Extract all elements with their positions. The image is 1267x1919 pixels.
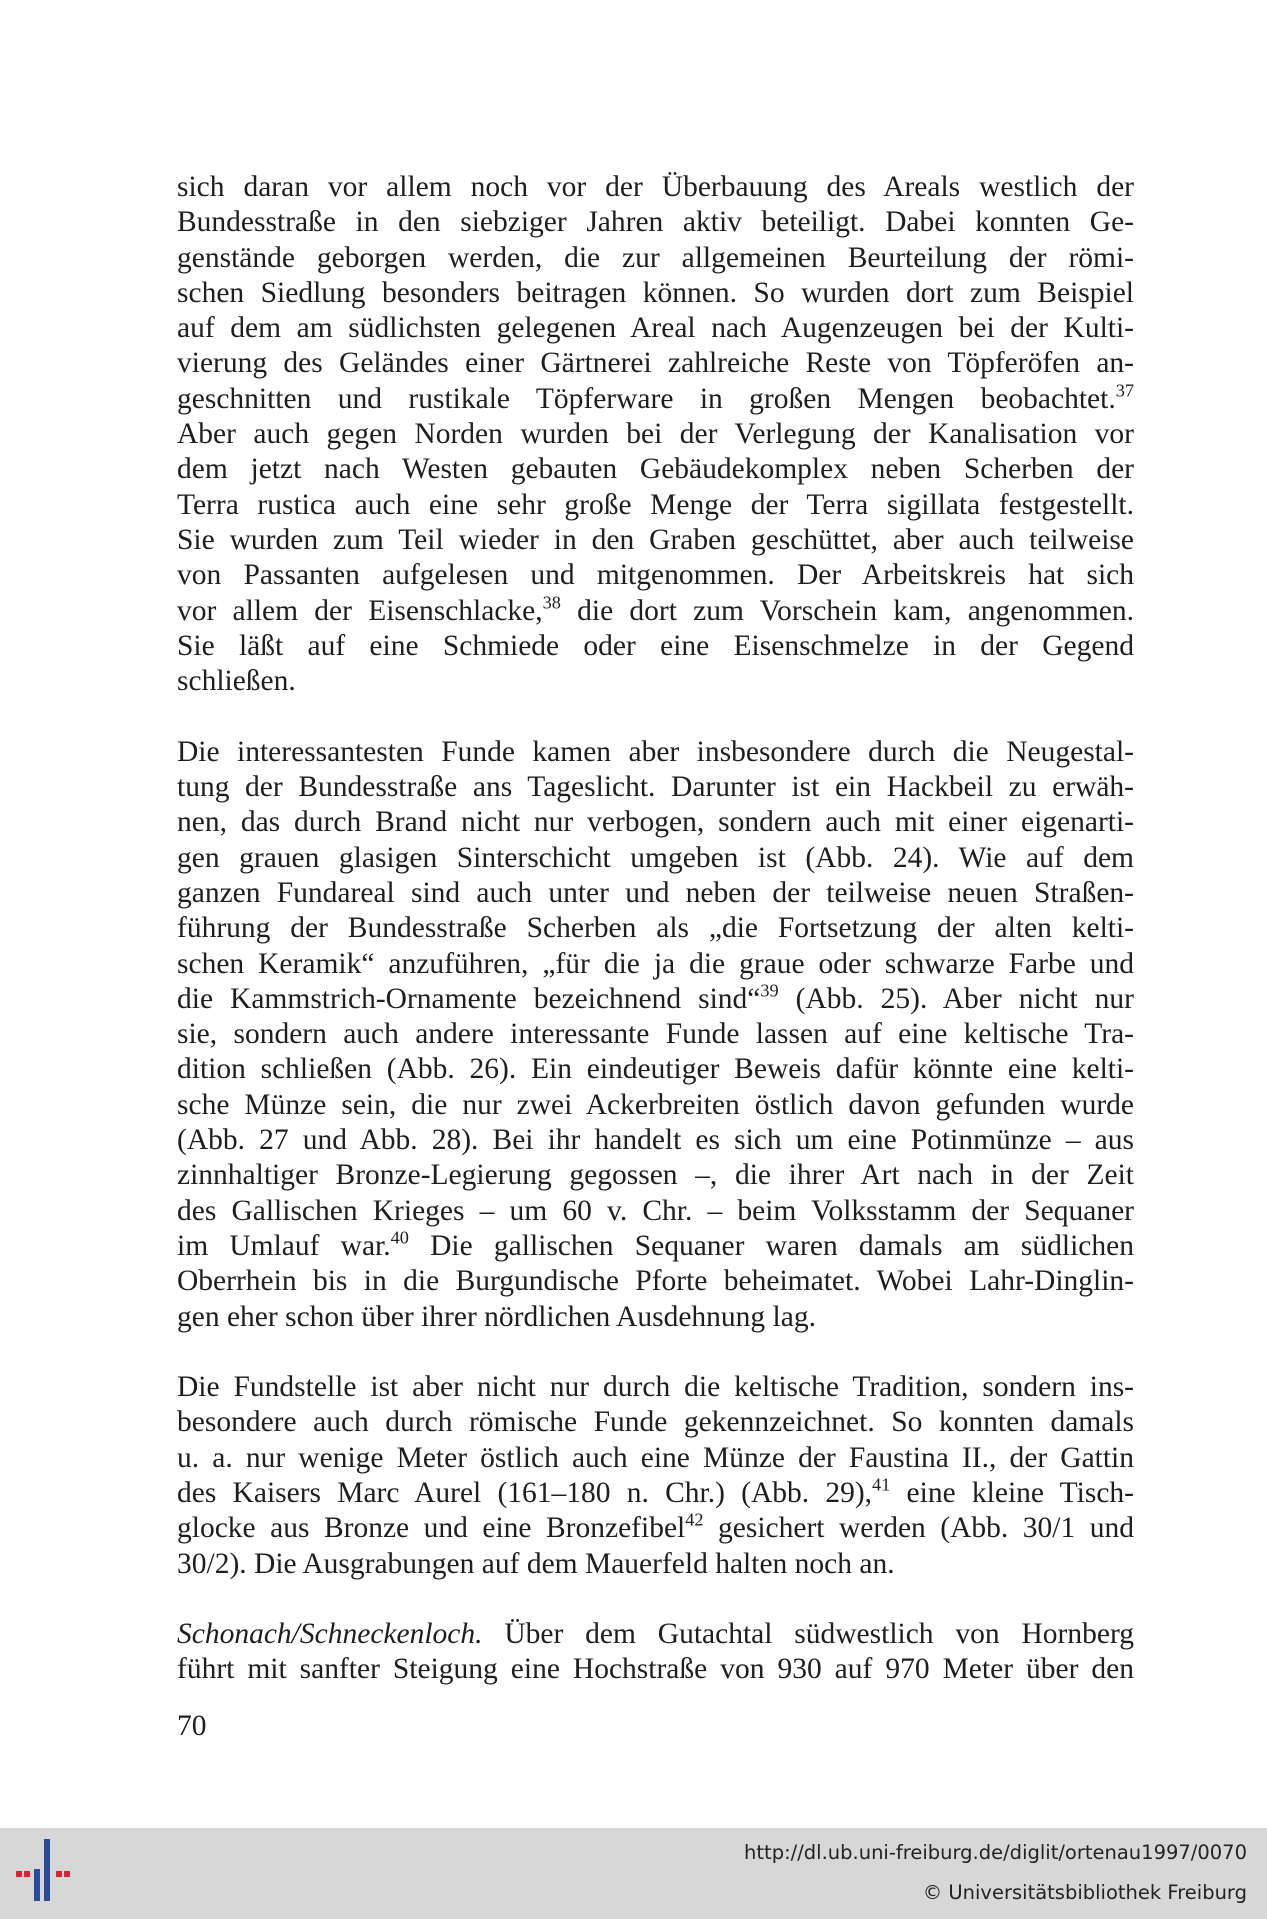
text-line: gen grauen glasigen Sinterschicht umgeben ist (Abb. 24). Wie auf dem <box>177 841 1134 874</box>
text-line: glocke aus Bronze und eine Bronzefibel$^{42}$ gesichert werden (Abb. 30/1 und <box>177 1509 1134 1545</box>
text-line: tung der Bundesstraße ans Tageslicht. Darunter ist ein Hackbeil zu erwäh- <box>177 771 1134 804</box>
text-line: dition schließen (Abb. 26). Ein eindeutiger Beweis dafür könnte eine kelti- <box>177 1053 1134 1086</box>
text-line: u. a. nur wenige Meter östlich auch eine Münze der Faustina II., der Gattin <box>177 1441 1134 1474</box>
text-line: des Gallischen Krieges – um 60 v. Chr. – beim Volksstamm der Sequaner <box>177 1194 1134 1227</box>
text-line: sche Münze sein, die nur zwei Ackerbreiten östlich davon gefunden wurde <box>177 1088 1134 1121</box>
text-line: nen, das durch Brand nicht nur verbogen, sondern auch mit einer eigenarti- <box>177 806 1134 839</box>
footnote-ref: 39 <box>760 980 779 1001</box>
text-line: Sie läßt auf eine Schmiede oder eine Eisenschmelze in der Gegend <box>177 629 1134 662</box>
text-line: 30/2). Die Ausgrabungen auf dem Mauerfeld halten noch an. <box>177 1547 895 1580</box>
footnote-ref: 41 <box>872 1474 891 1495</box>
text-line: schließen. <box>177 665 296 698</box>
text-line: Oberrhein bis in die Burgundische Pforte beheimatet. Wobei Lahr-Dinglin- <box>177 1265 1134 1298</box>
text-line: des Kaisers Marc Aurel (161–180 n. Chr.) (Abb. 29),$^{41}$ eine kleine Tisch- <box>177 1474 1134 1509</box>
text-line: im Umlauf war.$^{40}$ Die gallischen Sequaner waren damals am südlichen <box>177 1227 1134 1262</box>
text-line: Aber auch gegen Norden wurden bei der Verlegung der Kanalisation vor <box>177 418 1134 451</box>
paragraph-gap <box>177 699 1134 734</box>
text-line: sie, sondern auch andere interessante Funde lassen auf eine keltische Tra- <box>177 1018 1134 1051</box>
text-line: Sie wurden zum Teil wieder in den Graben geschüttet, aber auch teilweise <box>177 523 1134 556</box>
text-line: schen Keramik“ anzuführen, „für die ja die graue oder schwarze Farbe und <box>177 947 1134 980</box>
text-line: ganzen Fundareal sind auch unter und neben der teilweise neuen Straßen- <box>177 876 1134 909</box>
footnote-ref: 40 <box>390 1227 409 1248</box>
text-line: zinnhaltiger Bronze-Legierung gegossen –, die ihrer Art nach in der Zeit <box>177 1159 1134 1192</box>
text-line: dem jetzt nach Westen gebauten Gebäudekomplex neben Scherben der <box>177 453 1134 486</box>
paragraph <box>177 735 1134 1335</box>
text-line: auf dem am südlichsten gelegenen Areal nach Augenzeugen bei der Kulti- <box>177 312 1134 345</box>
text-line: sich daran vor allem noch vor der Überbauung des Areals westlich der <box>177 171 1134 203</box>
text-line: Schonach/Schneckenloch. Über dem Gutachtal südwestlich von Hornberg <box>177 1618 1134 1651</box>
copyright-text: © Universitätsbibliothek Freiburg <box>922 1881 1247 1904</box>
text-line: Die interessantesten Funde kamen aber insbesondere durch die Neugestal- <box>177 735 1134 768</box>
footnote-ref: 42 <box>685 1509 704 1530</box>
text-line: schen Siedlung besonders beitragen können. So wurden dort zum Beispiel <box>177 276 1134 309</box>
text-line: besondere auch durch römische Funde gekennzeichnet. So konnten damals <box>177 1406 1134 1439</box>
text-line: vierung des Geländes einer Gärtnerei zahlreiche Reste von Töpferöfen an- <box>177 347 1134 380</box>
paragraph <box>177 170 1134 699</box>
text-line: vor allem der Eisenschlacke,$^{38}$ die dort zum Vorschein kam, angenommen. <box>177 592 1134 627</box>
body-text <box>177 170 1134 1688</box>
text-line: Die Fundstelle ist aber nicht nur durch die keltische Tradition, sondern ins- <box>177 1371 1134 1404</box>
page-number: 70 <box>177 1710 207 1742</box>
text-line: Terra rustica auch eine sehr große Menge der Terra sigillata festgestellt. <box>177 488 1134 521</box>
text-line: führung der Bundesstraße Scherben als „die Fortsetzung der alten kelti- <box>177 912 1134 945</box>
footnote-ref: 37 <box>1115 380 1134 401</box>
footnote-ref: 38 <box>542 592 561 613</box>
text-line: die Kammstrich-Ornamente bezeichnend sind“$^{39}$ (Abb. 25). Aber nicht nur <box>177 980 1134 1015</box>
paragraph-gap <box>177 1582 1134 1617</box>
paragraph <box>177 1370 1134 1582</box>
text-line: Bundesstraße in den siebziger Jahren aktiv beteiligt. Dabei konnten Ge- <box>177 206 1134 239</box>
paragraph <box>177 1617 1134 1688</box>
text-line: gen eher schon über ihrer nördlichen Ausdehnung lag. <box>177 1300 816 1333</box>
text-line: von Passanten aufgelesen und mitgenommen. Der Arbeitskreis hat sich <box>177 559 1134 592</box>
text-line: führt mit sanfter Steigung eine Hochstraße von 930 auf 970 Meter über den <box>177 1653 1134 1686</box>
paragraph-gap <box>177 1335 1134 1370</box>
text-line: genstände geborgen werden, die zur allgemeinen Beurteilung der römi- <box>177 241 1134 274</box>
text-line: geschnitten und rustikale Töpferware in großen Mengen beobachtet.$^{37}$ <box>177 380 1134 415</box>
text-line: (Abb. 27 und Abb. 28). Bei ihr handelt es sich um eine Potinmünze – aus <box>177 1124 1134 1157</box>
source-url-link[interactable]: http://dl.ub.uni-freiburg.de/diglit/ortenau1997/0070 <box>744 1841 1247 1864</box>
place-heading: Schonach/Schneckenloch. <box>177 1618 483 1651</box>
ub-freiburg-logo-icon <box>14 1837 84 1907</box>
